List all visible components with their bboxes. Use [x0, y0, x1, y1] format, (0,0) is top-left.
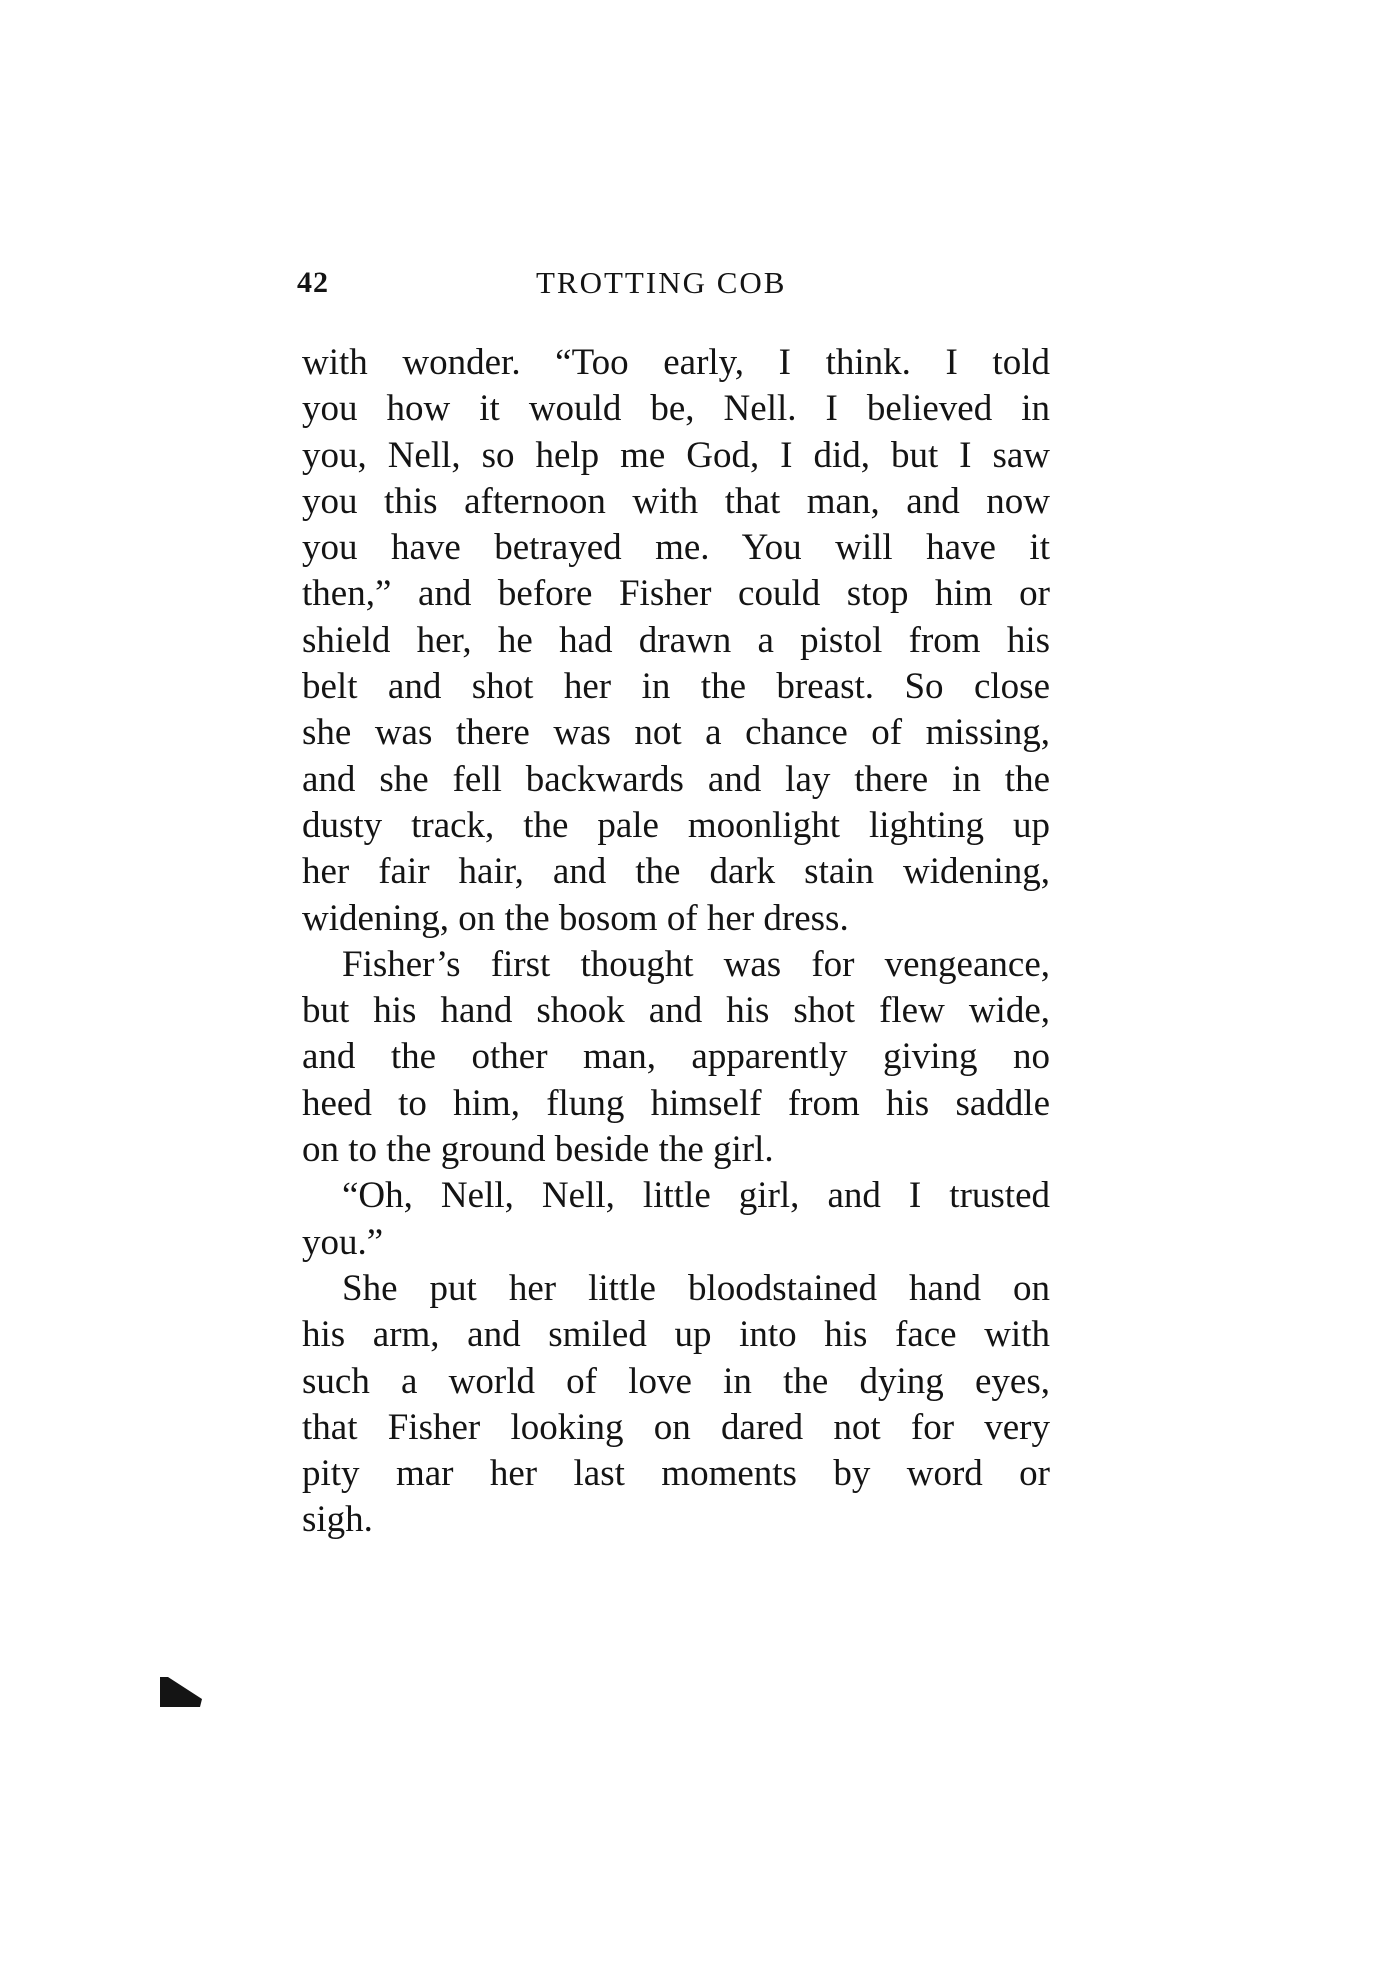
text-line: and the other man, apparently giving no: [302, 1036, 1050, 1078]
page-number: 42: [297, 266, 329, 299]
text-line: on to the ground beside the girl.: [302, 1129, 774, 1171]
text-line: “Oh, Nell, Nell, little girl, and I trusted: [342, 1175, 1050, 1217]
text-line: sigh.: [302, 1499, 373, 1541]
text-line: then,” and before Fisher could stop him or: [302, 573, 1050, 615]
text-line: but his hand shook and his shot flew wide,: [302, 990, 1050, 1032]
text-line: and she fell backwards and lay there in the: [302, 758, 1050, 800]
body-text: [302, 340, 1050, 1544]
text-line: belt and shot her in the breast. So close: [302, 666, 1050, 708]
text-line: you.”: [302, 1221, 384, 1263]
text-line: her fair hair, and the dark stain widening,: [302, 851, 1050, 893]
text-line: you this afternoon with that man, and now: [302, 480, 1050, 522]
text-line: that Fisher looking on dared not for very: [302, 1406, 1050, 1448]
text-line: She put her little bloodstained hand on: [342, 1267, 1050, 1309]
running-head: TROTTING COB: [536, 265, 787, 300]
text-line: his arm, and smiled up into his face with: [302, 1314, 1050, 1356]
text-line: shield her, he had drawn a pistol from his: [302, 619, 1050, 661]
corner-arrow-icon: [160, 1677, 202, 1707]
text-line: Fisher’s first thought was for vengeance,: [342, 943, 1050, 985]
text-line: you how it would be, Nell. I believed in: [302, 388, 1050, 430]
text-line: such a world of love in the dying eyes,: [302, 1360, 1050, 1402]
text-line: pity mar her last moments by word or: [302, 1453, 1050, 1495]
text-line: dusty track, the pale moonlight lighting up: [302, 804, 1050, 846]
text-line: widening, on the bosom of her dress.: [302, 897, 849, 939]
text-line: heed to him, flung himself from his saddle: [302, 1082, 1050, 1124]
text-line: you have betrayed me. You will have it: [302, 527, 1050, 569]
text-line: you, Nell, so help me God, I did, but I saw: [302, 434, 1050, 476]
text-line: with wonder. “Too early, I think. I told: [302, 342, 1050, 383]
text-line: she was there was not a chance of missing,: [302, 712, 1050, 754]
